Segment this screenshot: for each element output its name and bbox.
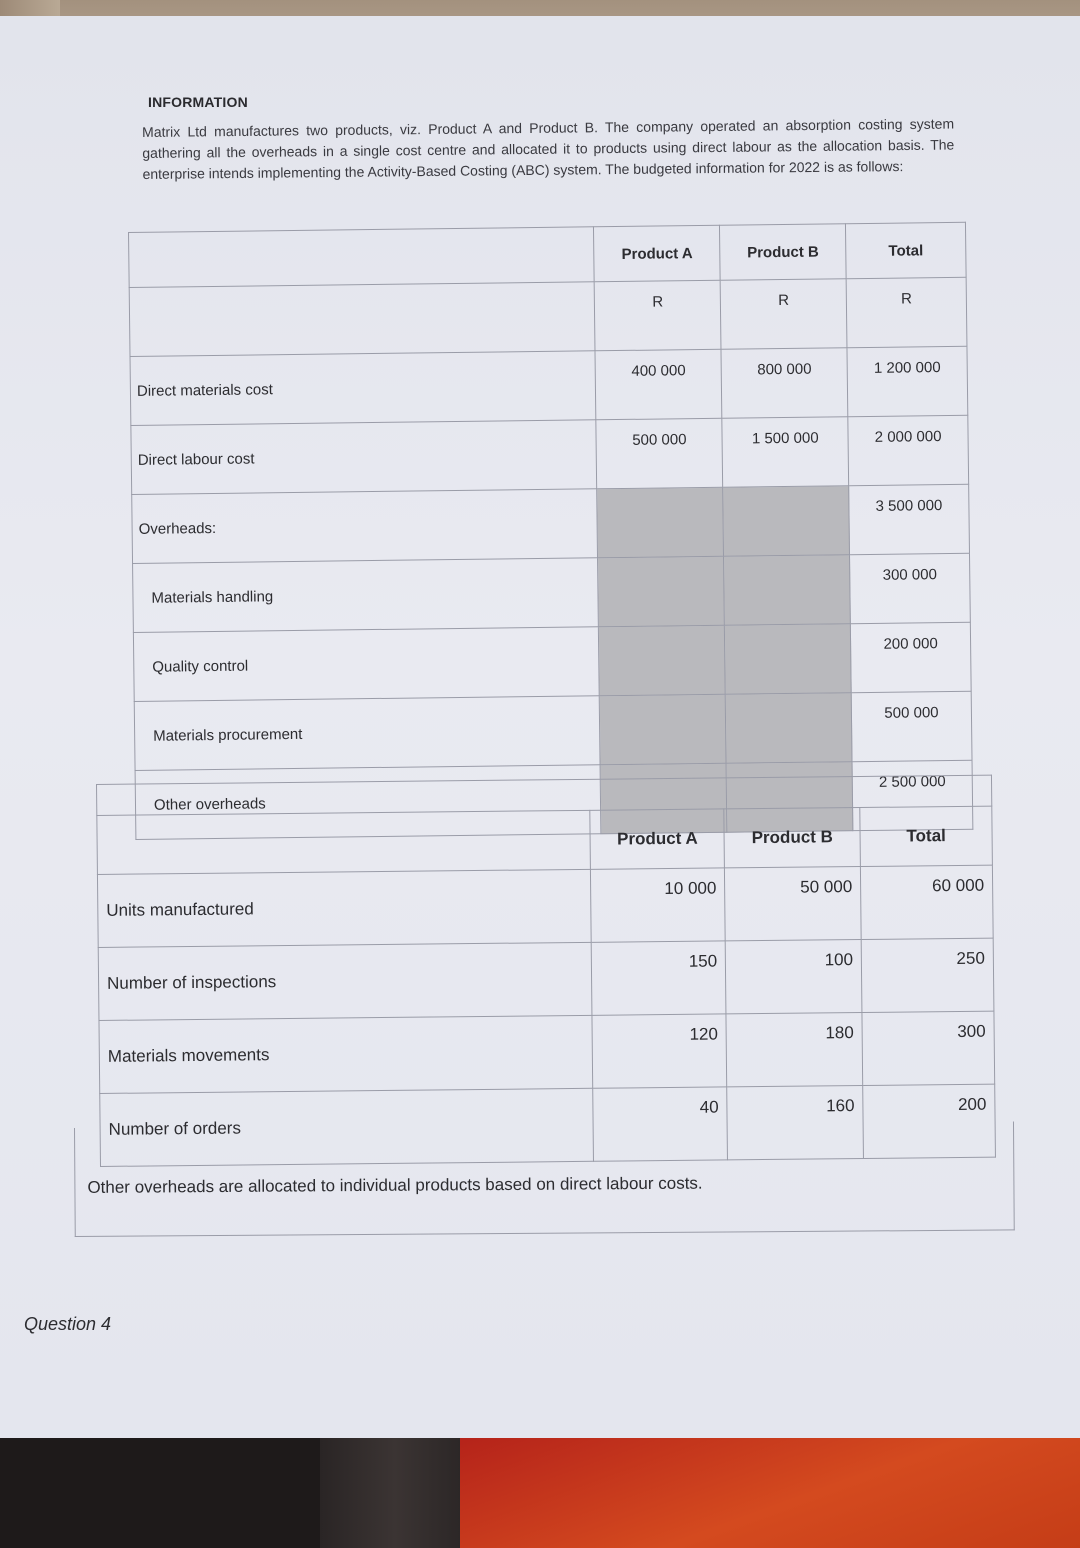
shaded-cell bbox=[725, 624, 852, 695]
row-label: Other overheads bbox=[135, 765, 601, 840]
value-b: 1 500 000 bbox=[722, 417, 849, 488]
value-a: 500 000 bbox=[596, 418, 723, 489]
row-label: Number of inspections bbox=[98, 942, 592, 1020]
value-b: 180 bbox=[726, 1012, 863, 1086]
shaded-cell bbox=[600, 694, 727, 765]
cost-table-currency-row bbox=[129, 277, 967, 356]
red-background-bottom bbox=[460, 1438, 1080, 1548]
value-total: 60 000 bbox=[861, 865, 994, 939]
section-heading: INFORMATION bbox=[148, 94, 248, 110]
row-label: Materials movements bbox=[99, 1015, 593, 1093]
table-row bbox=[132, 484, 970, 563]
row-label: Number of orders bbox=[100, 1088, 594, 1166]
value-total: 2 000 000 bbox=[848, 415, 969, 485]
row-label: Materials procurement bbox=[134, 696, 600, 771]
row-label: Direct labour cost bbox=[131, 420, 597, 495]
shaded-cell bbox=[599, 625, 726, 696]
table-row bbox=[97, 865, 993, 947]
currency-b: R bbox=[720, 279, 847, 350]
cost-table-header-a: Product A bbox=[594, 225, 721, 282]
row-label: Quality control bbox=[133, 627, 599, 702]
value-a: 400 000 bbox=[595, 349, 722, 420]
value-total: 1 200 000 bbox=[847, 346, 968, 416]
table-row bbox=[133, 622, 971, 701]
value-b: 100 bbox=[725, 939, 862, 1013]
value-b: 50 000 bbox=[725, 866, 862, 940]
currency-total: R bbox=[846, 277, 967, 347]
table-row bbox=[130, 346, 968, 425]
shaded-cell bbox=[597, 487, 724, 558]
cost-table-header-total: Total bbox=[846, 222, 967, 278]
cloth-background-bottom bbox=[320, 1438, 470, 1548]
value-a: 120 bbox=[592, 1014, 727, 1088]
table-row bbox=[131, 415, 969, 494]
value-total: 3 500 000 bbox=[849, 484, 970, 554]
value-total: 200 000 bbox=[850, 622, 971, 692]
activity-table-blank-header bbox=[97, 810, 591, 874]
value-b: 160 bbox=[727, 1085, 864, 1159]
row-label: Materials handling bbox=[133, 558, 599, 633]
value-total: 500 000 bbox=[851, 691, 972, 761]
note-box bbox=[74, 1121, 1015, 1237]
note-text: Other overheads are allocated to individual products based on direct labour costs. bbox=[87, 1173, 703, 1197]
shaded-cell bbox=[598, 556, 725, 627]
table-row bbox=[134, 691, 972, 770]
value-total: 2 500 000 bbox=[852, 760, 973, 830]
value-total: 250 bbox=[861, 938, 994, 1012]
activity-table-header-a: Product A bbox=[590, 809, 724, 869]
value-a: 40 bbox=[593, 1087, 728, 1161]
shaded-cell bbox=[723, 486, 850, 557]
value-total: 300 bbox=[862, 1011, 995, 1085]
activity-table-header-b: Product B bbox=[724, 808, 860, 868]
value-a: 150 bbox=[592, 941, 727, 1015]
table-cell bbox=[129, 282, 595, 357]
activity-table-header-row bbox=[97, 806, 993, 874]
activity-table-header-total: Total bbox=[860, 806, 992, 866]
value-total: 300 000 bbox=[850, 553, 971, 623]
cost-table bbox=[128, 222, 973, 840]
cost-table-header-row bbox=[129, 222, 967, 287]
value-total: 200 bbox=[863, 1084, 996, 1158]
row-label: Units manufactured bbox=[97, 869, 591, 947]
table-row bbox=[133, 553, 971, 632]
value-a: 10 000 bbox=[591, 868, 726, 942]
table-row bbox=[99, 1011, 995, 1093]
document-page bbox=[0, 16, 1080, 1440]
value-b: 800 000 bbox=[721, 348, 848, 419]
cost-table-header-b: Product B bbox=[720, 224, 847, 281]
cost-table-blank-header bbox=[129, 227, 595, 288]
currency-a: R bbox=[595, 280, 722, 351]
shaded-cell bbox=[724, 555, 851, 626]
row-label: Direct materials cost bbox=[130, 351, 596, 426]
intro-paragraph: Matrix Ltd manufactures two products, viz. Product A and Product B. The company operated an absorption costing system gathering all the overheads in a single cost centre and allocated it to products using direct labour as the allocation basis. The enterprise intends implementing the Activity-Based Costing (ABC) system. The budgeted information for 2022 is as follows: bbox=[142, 115, 955, 182]
shaded-cell bbox=[725, 693, 852, 764]
row-label: Overheads: bbox=[132, 489, 598, 564]
activity-table bbox=[96, 775, 996, 1167]
question-label: Question 4 bbox=[24, 1314, 112, 1334]
table-row bbox=[98, 938, 994, 1020]
